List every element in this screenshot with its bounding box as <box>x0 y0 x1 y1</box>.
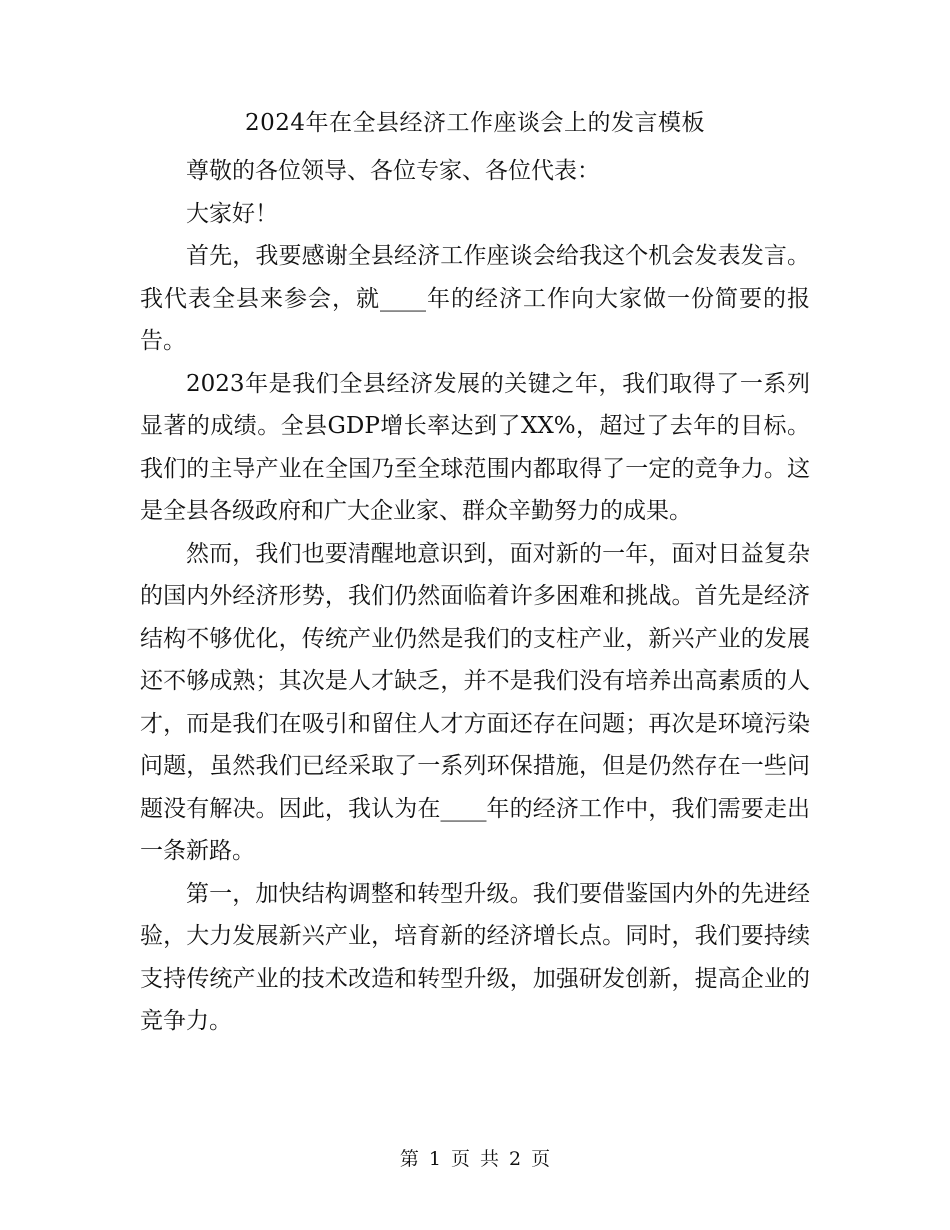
paragraph-first-point: 第一，加快结构调整和转型升级。我们要借鉴国内外的先进经验，大力发展新兴产业，培育新的经济增长点。同时，我们要持续支持传统产业的技术改造和转型升级，加强研发创新，提高企业的竞争力。 <box>140 880 810 1034</box>
document-body <box>140 150 810 1043</box>
document-title: 2024年在全县经济工作座谈会上的发言模板 <box>244 110 706 136</box>
paragraph-achievements: 2023年是我们全县经济发展的关键之年，我们取得了一系列显著的成绩。全县GDP增长率达到了XX%，超过了去年的目标。我们的主导产业在全国乃至全球范围内都取得了一定的竞争力。这是全县各级政府和广大企业家、群众辛勤努力的成果。 <box>140 370 810 524</box>
page-number-footer: 第 1 页 共 2 页 <box>399 1148 551 1170</box>
paragraph-intro: 首先，我要感谢全县经济工作座谈会给我这个机会发表发言。我代表全县来参会，就____年的经济工作向大家做一份简要的报告。 <box>140 243 810 354</box>
paragraph-salutation: 尊敬的各位领导、各位专家、各位代表： <box>186 158 600 184</box>
paragraph-greeting: 大家好！ <box>186 200 278 227</box>
paragraph-challenges: 然而，我们也要清醒地意识到，面对新的一年，面对日益复杂的国内外经济形势，我们仍然面临着许多困难和挑战。首先是经济结构不够优化，传统产业仍然是我们的支柱产业，新兴产业的发展还不够成熟；其次是人才缺乏，并不是我们没有培养出高素质的人才，而是我们在吸引和留住人才方面还存在问题；再次是环境污染问题，虽然我们已经采取了一系列环保措施，但是仍然存在一些问题没有解决。因此，我认为在____年的经济工作中，我们需要走出一条新路。 <box>140 540 810 864</box>
